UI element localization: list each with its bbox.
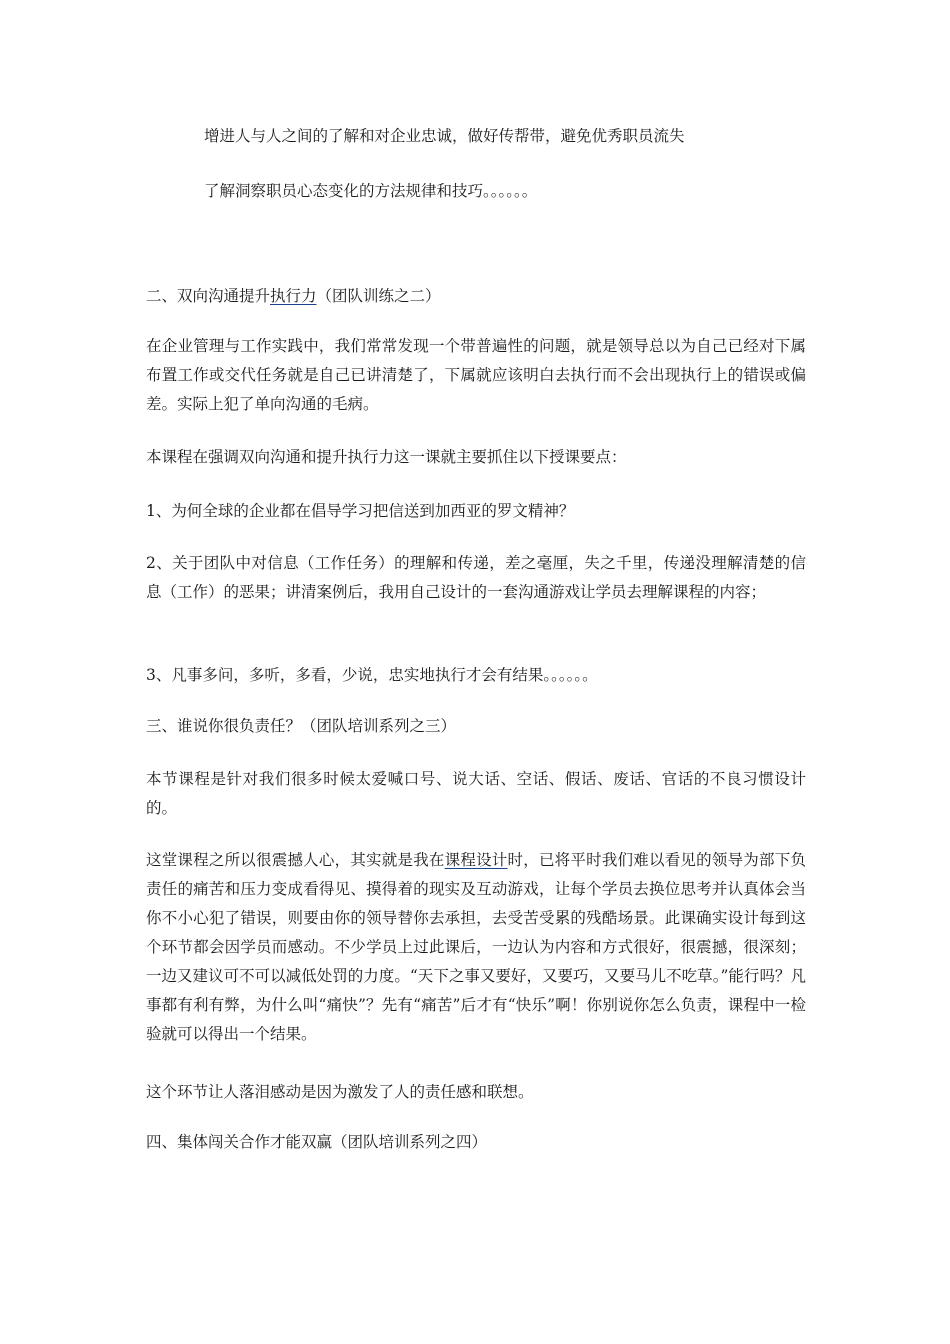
section-2-paragraph-2: 本课程在强调双向沟通和提升执行力这一课就主要抓住以下授课要点： [146, 448, 627, 466]
section-3-heading: 三、谁说你很负责任？（团队培训系列之三） [146, 717, 457, 735]
execution-link[interactable]: 执行力 [270, 287, 317, 305]
section-3-paragraph-2 [146, 846, 806, 1049]
section-2-item-2: 2、关于团队中对信息（工作任务）的理解和传递，差之毫厘，失之千里，传递没理解清楚的信息（工作）的恶果；讲清案例后，我用自己设计的一套沟通游戏让学员去理解课程的内容； [146, 554, 806, 601]
intro-line-2: 了解洞察职员心态变化的方法规律和技巧。。。。。。 [204, 182, 538, 200]
section-2-paragraph-1: 在企业管理与工作实践中，我们常常发现一个带普遍性的问题，就是领导总以为自己已经对下属布置工作或交代任务就是自己已讲清楚了，下属就应该明白去执行而不会出现执行上的错误或偏差。实际上犯了单向沟通的毛病。 [146, 337, 806, 413]
section-2-heading-post: （团队训练之二） [316, 287, 441, 305]
section-3-paragraph-2-post: 时，已将平时我们难以看见的领导为部下负责任的痛苦和压力变成看得见、摸得着的现实及互动游戏，让每个学员去换位思考并认真体会当你不小心犯了错误，则要由你的领导替你去承担，去受苦受累的残酷场景。此课确实设计每到这个环节都会因学员而感动。不少学员上过此课后，一边认为内容和方式很好，很震撼，很深刻；一边又建议可不可以减低处罚的力度。“天下之事又要好，又要巧，又要马儿不吃草。”能行吗？凡事都有利有弊，为什么叫“痛快”？先有“痛苦”后才有“快乐”啊！你别说你怎么负责，课程中一检验就可以得出一个结果。 [146, 851, 806, 1043]
section-3-paragraph-1: 本节课程是针对我们很多时候太爱喊口号、说大话、空话、假话、废话、官话的不良习惯设计的。 [146, 770, 806, 817]
section-2-item-3: 3、凡事多问，多听，多看，少说，忠实地执行才会有结果。。。。。。 [146, 666, 598, 684]
section-3-paragraph-2-pre: 这堂课程之所以很震撼人心，其实就是我在 [146, 851, 445, 869]
section-2-item-1: 1、为何全球的企业都在倡导学习把信送到加西亚的罗文精神？ [146, 502, 575, 520]
section-4-heading: 四、集体闯关合作才能双赢（团队培训系列之四） [146, 1133, 488, 1151]
section-3-paragraph-3: 这个环节让人落泪感动是因为激发了人的责任感和联想。 [146, 1083, 534, 1101]
course-design-link[interactable]: 课程设计 [444, 851, 508, 869]
intro-line-1: 增进人与人之间的了解和对企业忠诚，做好传帮带，避免优秀职员流失 [204, 127, 685, 145]
section-2-heading-pre: 二、双向沟通提升 [146, 287, 271, 305]
section-2-heading [146, 282, 806, 311]
